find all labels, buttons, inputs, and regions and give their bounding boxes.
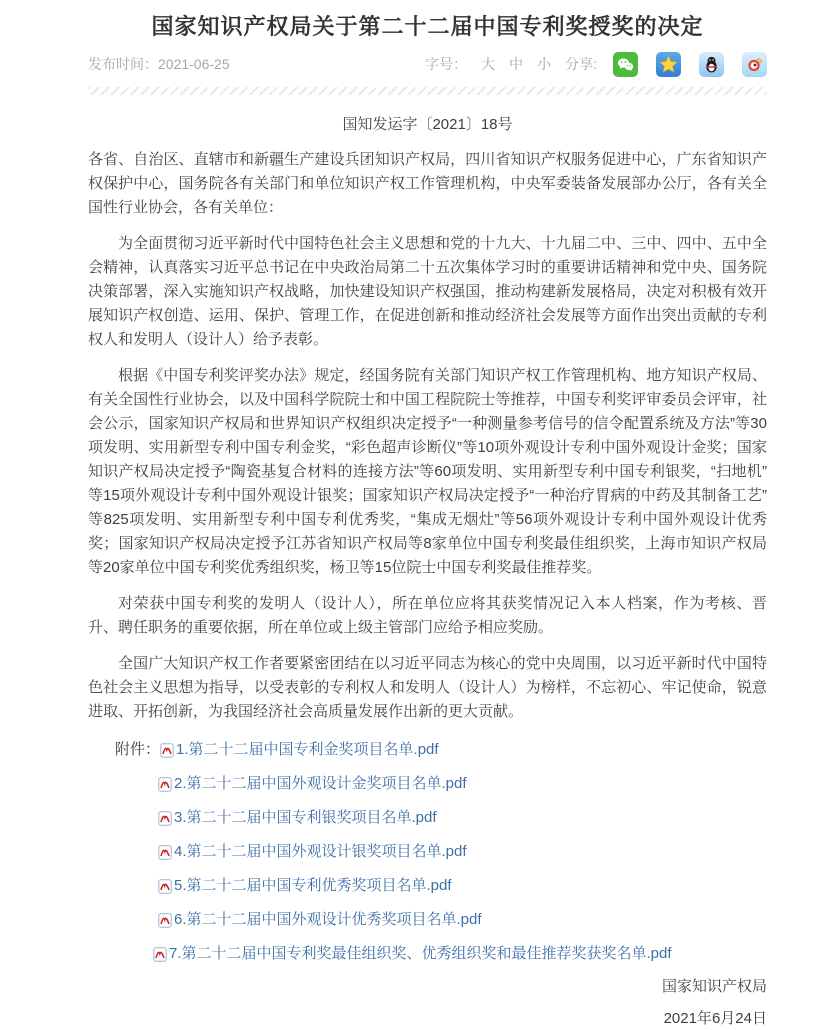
attachment-link[interactable] — [153, 942, 672, 966]
attachment-item — [115, 772, 767, 796]
attachment-link-text: 7.第二十二届中国专利奖最佳组织奖、优秀组织奖和最佳推荐奖获奖名单.pdf — [169, 945, 672, 962]
attachment-link-text: 3.第二十二届中国专利银奖项目名单.pdf — [174, 809, 437, 826]
pdf-icon — [158, 845, 172, 860]
document-body — [88, 148, 767, 724]
signature-block — [88, 976, 767, 1030]
font-size-small-button[interactable]: 小 — [537, 56, 552, 72]
attachments-label: 附件： — [115, 741, 161, 758]
attachment-item — [115, 874, 767, 898]
attachment-item — [115, 840, 767, 864]
font-size-label: 字号： — [425, 56, 468, 72]
qzone-share-icon[interactable] — [656, 52, 681, 77]
publish-time-value: 2021-06-25 — [158, 56, 230, 72]
attachment-link[interactable] — [158, 840, 467, 864]
share-label: 分享: — [565, 56, 597, 72]
attachment-item — [115, 908, 767, 932]
attachment-link[interactable] — [158, 772, 467, 796]
attachment-link[interactable] — [160, 738, 439, 762]
attachment-link-text: 4.第二十二届中国外观设计银奖项目名单.pdf — [174, 843, 467, 860]
pdf-icon — [158, 777, 172, 792]
pdf-icon — [153, 947, 167, 962]
body-paragraph: 全国广大知识产权工作者要紧密团结在以习近平同志为核心的党中央周围，以习近平新时代中国特色社会主义思想为指导，以受表彰的专利权人和发明人（设计人）为榜样，不忘初心、牢记使命，锐意进取、开拓创新，为我国经济社会高质量发展作出新的更大贡献。 — [88, 655, 767, 720]
attachment-link[interactable] — [158, 874, 452, 898]
doc-number: 国知发运字〔2021〕18号 — [342, 116, 513, 133]
attachment-link[interactable] — [158, 908, 482, 932]
font-size-control — [425, 54, 551, 74]
body-paragraph: 为全面贯彻习近平新时代中国特色社会主义思想和党的十九大、十九届二中、三中、四中、五中全会精神，认真落实习近平总书记在中央政治局第二十五次集体学习时的重要讲话精神和党中央、国务院决策部署，深入实施知识产权战略，加快建设知识产权强国，推动构建新发展格局，决定对积极有效开展知识产权创造、运用、保护、管理工作，在促进创新和推动经济社会发展等方面作出突出贡献的专利权人和发明人（设计人）给予表彰。 — [88, 235, 767, 348]
attachment-link[interactable] — [158, 806, 437, 830]
attachment-item — [115, 806, 767, 830]
font-size-medium-button[interactable]: 中 — [509, 56, 524, 72]
meta-bar — [88, 51, 767, 77]
weibo-share-icon[interactable] — [742, 52, 767, 77]
pdf-icon — [158, 879, 172, 894]
page-title: 国家知识产权局关于第二十二届中国专利奖授奖的决定 — [151, 14, 704, 39]
pdf-icon — [158, 913, 172, 928]
wechat-share-icon[interactable] — [613, 52, 638, 77]
body-paragraph: 根据《中国专利奖评奖办法》规定，经国务院有关部门知识产权工作管理机构、地方知识产权局、有关全国性行业协会，以及中国科学院院士和中国工程院院士等推荐，中国专利奖评审委员会评审，社会公示，国家知识产权局和世界知识产权组织决定授予“一种测量参考信号的信令配置系统及方法”等30项发明、实用新型专利中国专利金奖，“彩色超声诊断仪”等10项外观设计专利中国外观设计金奖；国家知识产权局决定授予“陶瓷基复合材料的连接方法”等60项发明、实用新型专利中国专利银奖，“扫地机”等15项外观设计专利中国外观设计银奖；国家知识产权局决定授予“一种治疗胃病的中药及其制备工艺”等825项发明、实用新型专利中国专利优秀奖，“集成无烟灶”等56项外观设计专利中国外观设计优秀奖；国家知识产权局决定授予江苏省知识产权局等8家单位中国专利奖最佳组织奖，上海市知识产权局等20家单位中国专利奖优秀组织奖，杨卫等15位院士中国专利奖最佳推荐奖。 — [88, 367, 767, 576]
attachments-list — [88, 738, 767, 966]
publish-time-label: 发布时间： — [88, 56, 158, 72]
attachment-link-text: 2.第二十二届中国外观设计金奖项目名单.pdf — [174, 775, 467, 792]
attachment-link-text: 6.第二十二届中国外观设计优秀奖项目名单.pdf — [174, 911, 482, 928]
body-paragraph: 对荣获中国专利奖的发明人（设计人），所在单位应将其获奖情况记入本人档案，作为考核、晋升、聘任职务的重要依据，所在单位或上级主管部门应给予相应奖励。 — [88, 595, 767, 636]
body-paragraph: 各省、自治区、直辖市和新疆生产建设兵团知识产权局，四川省知识产权服务促进中心，广东省知识产权保护中心，国务院各有关部门和单位知识产权工作管理机构，中央军委装备发展部办公厅，各有关全国性行业协会，各有关单位： — [88, 151, 767, 216]
pdf-icon — [158, 811, 172, 826]
pdf-icon — [160, 743, 174, 758]
qq-share-icon[interactable] — [699, 52, 724, 77]
publish-time — [88, 54, 230, 74]
font-size-large-button[interactable]: 大 — [481, 56, 496, 72]
signature-date: 2021年6月24日 — [663, 1010, 767, 1027]
signature-org: 国家知识产权局 — [661, 978, 767, 995]
hatched-divider — [88, 87, 767, 95]
attachment-link-text: 1.第二十二届中国专利金奖项目名单.pdf — [176, 741, 439, 758]
attachment-item — [115, 942, 767, 966]
share-buttons — [613, 52, 767, 77]
attachment-link-text: 5.第二十二届中国专利优秀奖项目名单.pdf — [174, 877, 452, 894]
attachment-item — [115, 738, 767, 762]
